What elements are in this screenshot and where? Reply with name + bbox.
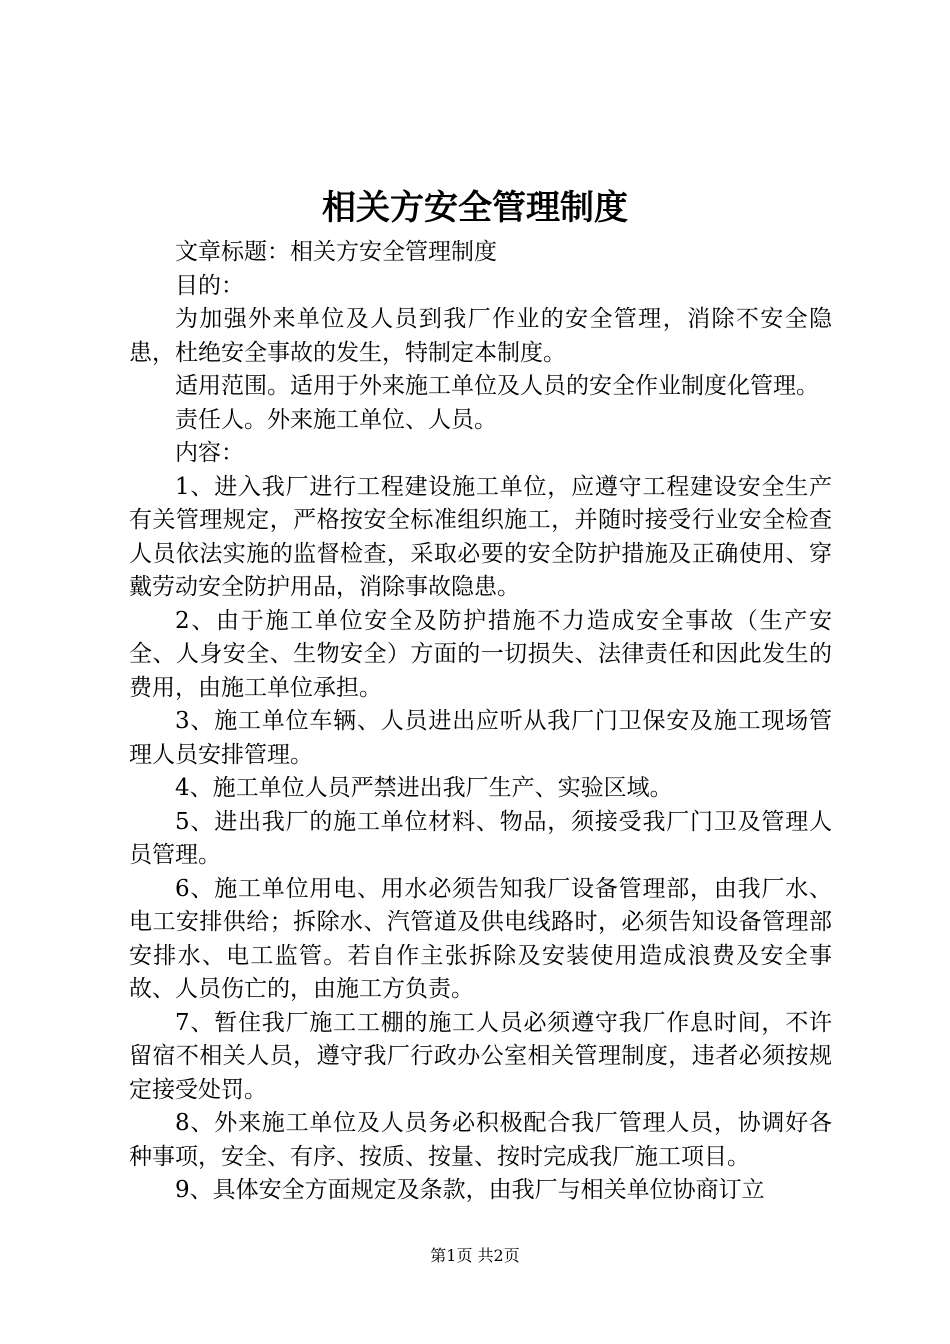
paragraph: 9、具体安全方面规定及条款，由我厂与相关单位协商订立: [175, 1177, 765, 1203]
paragraph: 适用范围。适用于外来施工单位及人员的安全作业制度化管理。: [175, 373, 819, 399]
document-title: 相关方安全管理制度: [322, 188, 628, 228]
paragraph: 6、施工单位用电、用水必须告知我厂设备管理部，由我厂水、电工安排供给；拆除水、汽管道及供电线路时，必须告知设备管理部安排水、电工监管。若自作主张拆除及安装使用造成浪费及安全事故、人员伤亡的，由施工方负责。: [129, 875, 832, 1002]
paragraph: 8、外来施工单位及人员务必积极配合我厂管理人员，协调好各种事项，安全、有序、按质、按量、按时完成我厂施工项目。: [129, 1110, 832, 1170]
paragraph: 2、由于施工单位安全及防护措施不力造成安全事故（生产安全、人身安全、生物安全）方面的一切损失、法律责任和因此发生的费用，由施工单位承担。: [129, 607, 832, 701]
paragraph: 文章标题：相关方安全管理制度: [175, 239, 497, 265]
page-footer: 第1页 共2页: [430, 1246, 520, 1265]
paragraph: 责任人。外来施工单位、人员。: [175, 406, 497, 433]
paragraph: 1、进入我厂进行工程建设施工单位，应遵守工程建设安全生产有关管理规定，严格按安全标准组织施工，并随时接受行业安全检查人员依法实施的监督检查，采取必要的安全防护措施及正确使用、穿戴劳动安全防护用品，消除事故隐患。: [129, 473, 832, 600]
paragraph: 目的：: [175, 272, 244, 299]
document-body: [129, 236, 832, 1208]
paragraph: 3、施工单位车辆、人员进出应听从我厂门卫保安及施工现场管理人员安排管理。: [129, 708, 832, 768]
paragraph: 7、暂住我厂施工工棚的施工人员必须遵守我厂作息时间，不许留宿不相关人员，遵守我厂行政办公室相关管理制度，违者必须按规定接受处罚。: [129, 1009, 832, 1103]
paragraph: 5、进出我厂的施工单位材料、物品，须接受我厂门卫及管理人员管理。: [129, 808, 832, 868]
paragraph: 为加强外来单位及人员到我厂作业的安全管理，消除不安全隐患，杜绝安全事故的发生，特制定本制度。: [129, 306, 832, 366]
paragraph: 内容：: [175, 440, 244, 466]
paragraph: 4、施工单位人员严禁进出我厂生产、实验区域。: [175, 775, 673, 801]
